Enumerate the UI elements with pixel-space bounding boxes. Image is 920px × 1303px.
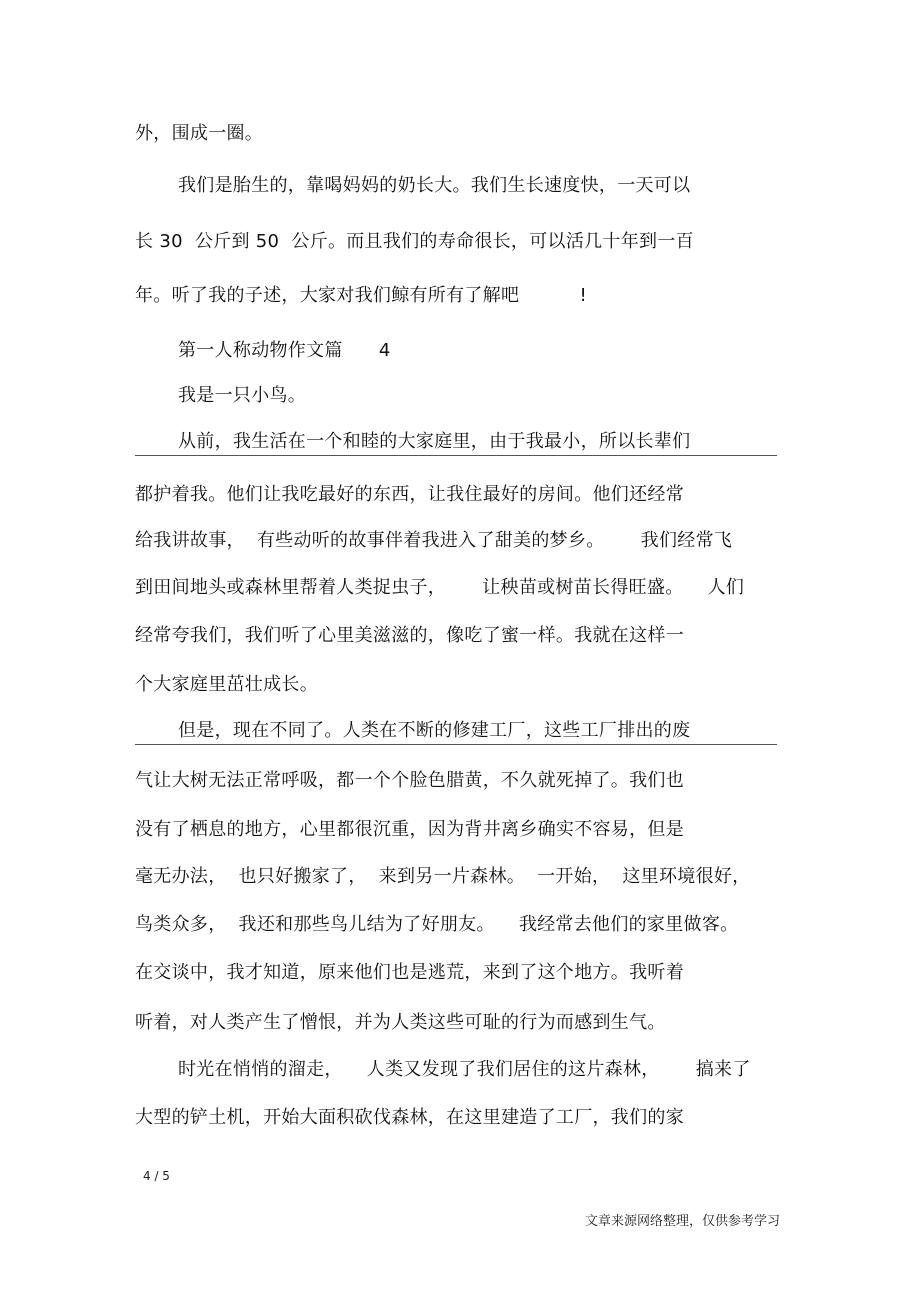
underline-rule [135, 455, 777, 456]
text-line: 在交谈中，我才知道，原来他们也是逃荒，来到了这个地方。我听着 [135, 962, 684, 983]
underline-rule [135, 744, 777, 745]
text-line: 从前，我生活在一个和睦的大家庭里，由于我最小，所以长辈们 [178, 431, 691, 452]
text-line: 但是，现在不同了。人类在不断的修建工厂，这些工厂排出的废 [178, 720, 691, 741]
text-line: 到田间地头或森林里帮着人类捉虫子， 让秧苗或树苗长得旺盛。 人们 [135, 577, 745, 598]
footer-note: 文章来源网络整理，仅供参考学习 [584, 1214, 780, 1229]
text-line: 年。听了我的子述，大家对我们鲸有所有了解吧 ! [135, 285, 588, 306]
text-line: 经常夸我们，我们听了心里美滋滋的，像吃了蜜一样。我就在这样一 [135, 625, 684, 646]
text-line: 气让大树无法正常呼吸，都一个个脸色腊黄，不久就死掉了。我们也 [135, 770, 684, 791]
text-line: 都护着我。他们让我吃最好的东西，让我住最好的房间。他们还经常 [135, 484, 684, 505]
text-line: 没有了栖息的地方，心里都很沉重，因为背井离乡确实不容易，但是 [135, 819, 684, 840]
text-line: 我是一只小鸟。 [178, 385, 307, 406]
section-heading: 第一人称动物作文篇 4 [178, 340, 391, 361]
text-line: 给我讲故事， 有些动听的故事伴着我进入了甜美的梦乡。 我们经常飞 [135, 530, 733, 551]
text-line: 听着，对人类产生了憎恨，并为人类这些可耻的行为而感到生气。 [135, 1012, 666, 1033]
text-line: 外，围成一圈。 [135, 123, 264, 144]
page-number: 4 / 5 [143, 1169, 170, 1183]
text-line: 长 30 公斤到 50 公斤。而且我们的寿命很长，可以活几十年到一百 [135, 231, 694, 252]
text-line: 毫无办法， 也只好搬家了， 来到另一片森林。 一开始， 这里环境很好， [135, 866, 751, 887]
text-line: 时光在悄悄的溜走， 人类又发现了我们居住的这片森林， 搞来了 [178, 1059, 751, 1080]
text-line: 个大家庭里茁壮成长。 [135, 674, 318, 695]
text-line: 我们是胎生的，靠喝妈妈的奶长大。我们生长速度快，一天可以 [178, 175, 691, 196]
text-line: 大型的铲土机，开始大面积砍伐森林，在这里建造了工厂，我们的家 [135, 1107, 684, 1128]
text-line: 鸟类众多， 我还和那些鸟儿结为了好朋友。 我经常去他们的家里做客。 [135, 914, 739, 935]
